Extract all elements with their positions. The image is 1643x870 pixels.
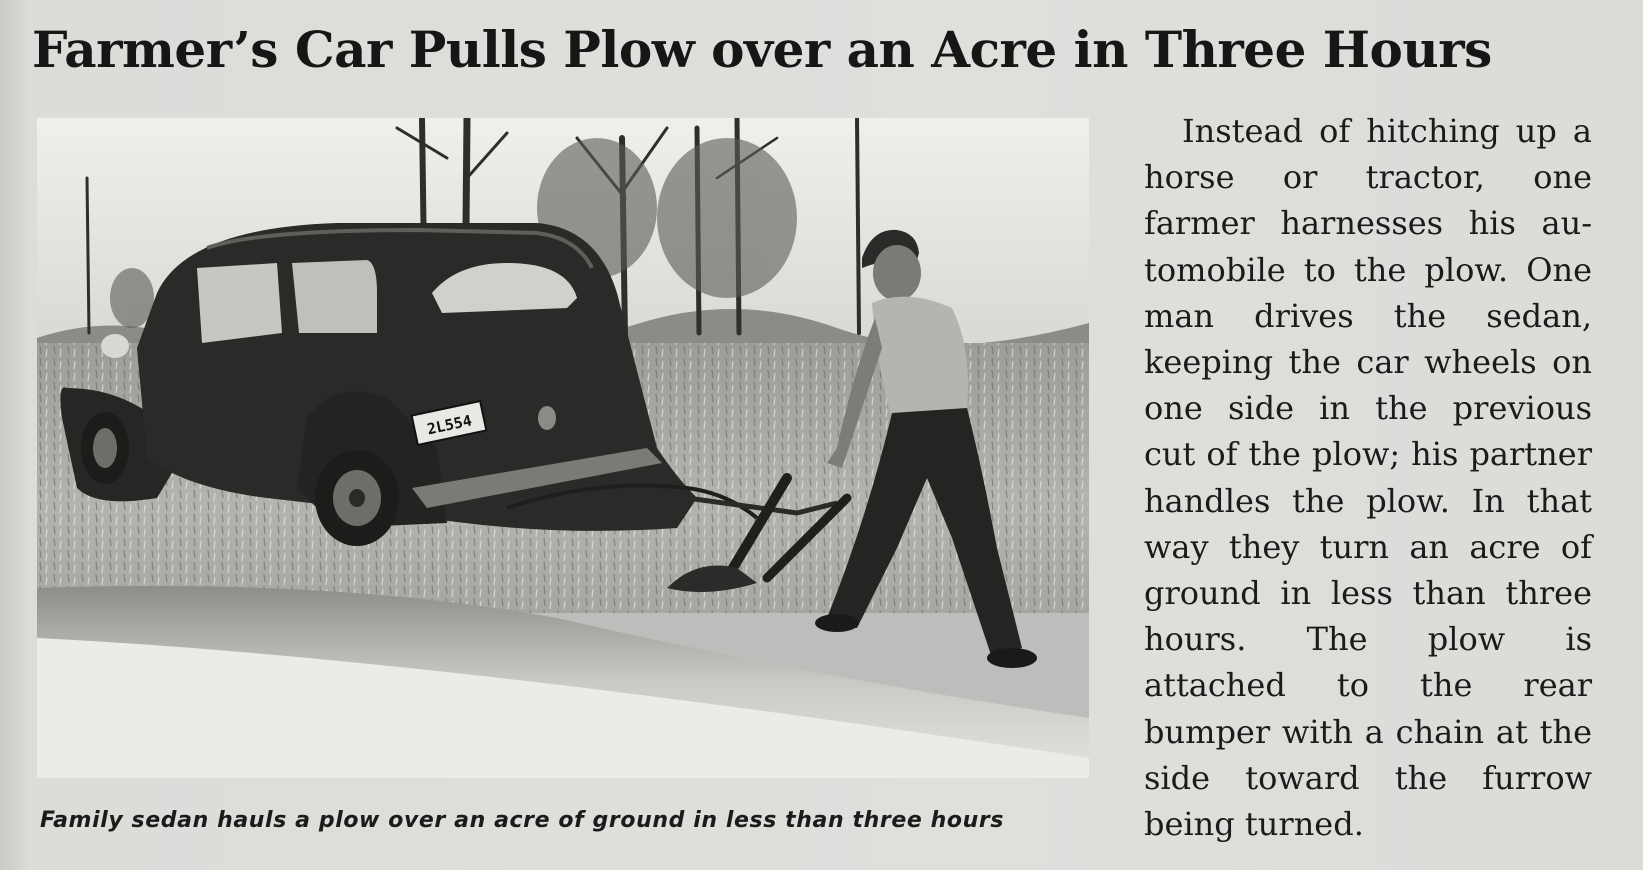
- photo-caption: Family sedan hauls a plow over an acre of ground in less than three hours: [40, 808, 1005, 833]
- article-body: Instead of hitching up a horse or tractor, one farmer harnesses his automobile to the plow. One man drives the sedan, keeping the car wheels on one side in the previous cut of the plow; his partner handles the plow. In that way they turn an acre of ground in less than three hours. The plow is attached to the rear bumper with a chain at the side toward the furrow being turned.: [1144, 112, 1592, 844]
- photo-illustration: [37, 118, 1089, 778]
- article-headline: Farmer’s Car Pulls Plow over an Acre in Three Hours: [32, 20, 1492, 79]
- license-plate-text: 2L554: [425, 411, 474, 439]
- article-photo: [37, 118, 1089, 778]
